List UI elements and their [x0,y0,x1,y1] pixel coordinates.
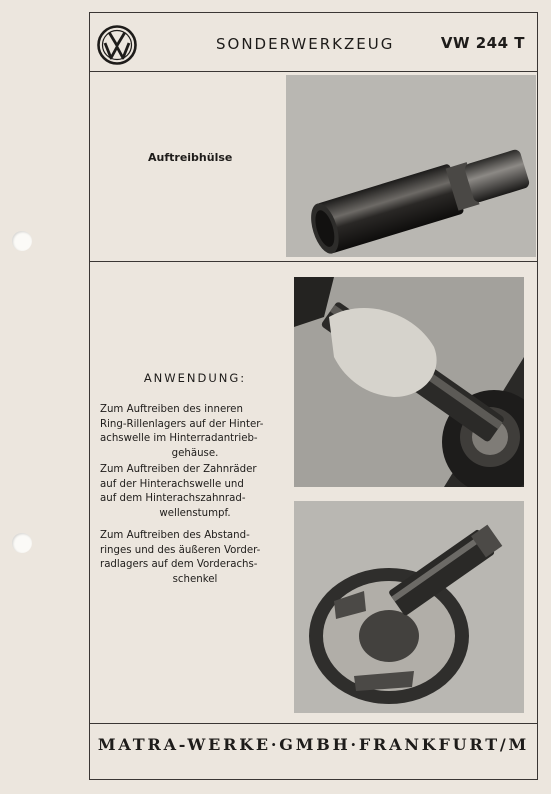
text-line: Zum Auftreiben des Abstand- [100,530,250,541]
usage-title: ANWENDUNG: [143,371,247,385]
text-line: auf der Hinterachswelle und [100,478,244,490]
text-line: Zum Auftreiben des inneren [100,404,243,415]
auftreibhuelse-photo [286,75,536,257]
text-line: Zum Auftreiben der Zahnräder [100,464,257,475]
text-line: radlagers auf dem Vorderachs- [100,559,258,570]
document-frame [89,12,538,780]
manufacturer-footer: MATRA-WERKE·GMBH·FRANKFURT/M [97,735,530,754]
text-line: ringes und des äußeren Vorder- [100,544,261,556]
tool-name: Auftreibhülse [148,151,233,164]
text-line: gehäuse. [171,447,219,459]
rear-axle-usage-photo [294,277,524,487]
text-line: achswelle im Hinterradantrieb- [100,433,258,444]
text-line: wellenstumpf. [159,507,231,519]
text-line: auf dem Hinterachszahnrad- [100,493,246,504]
header-divider [90,71,537,72]
front-axle-usage-photo [294,501,524,713]
footer-divider [90,723,537,724]
usage-paragraph-3 [100,529,290,587]
vw-logo-icon [97,25,137,65]
header-title: SONDERWERKZEUG [216,35,395,53]
text-line: schenkel [172,573,218,585]
punch-hole-top [12,231,32,251]
part-number: VW 244 T [440,34,525,52]
usage-paragraph-1 [100,403,290,461]
text-line: Ring-Rillenlagers auf der Hinter- [100,418,264,430]
punch-hole-bottom [12,533,32,553]
usage-paragraph-2 [100,463,290,521]
section-divider [90,261,537,262]
